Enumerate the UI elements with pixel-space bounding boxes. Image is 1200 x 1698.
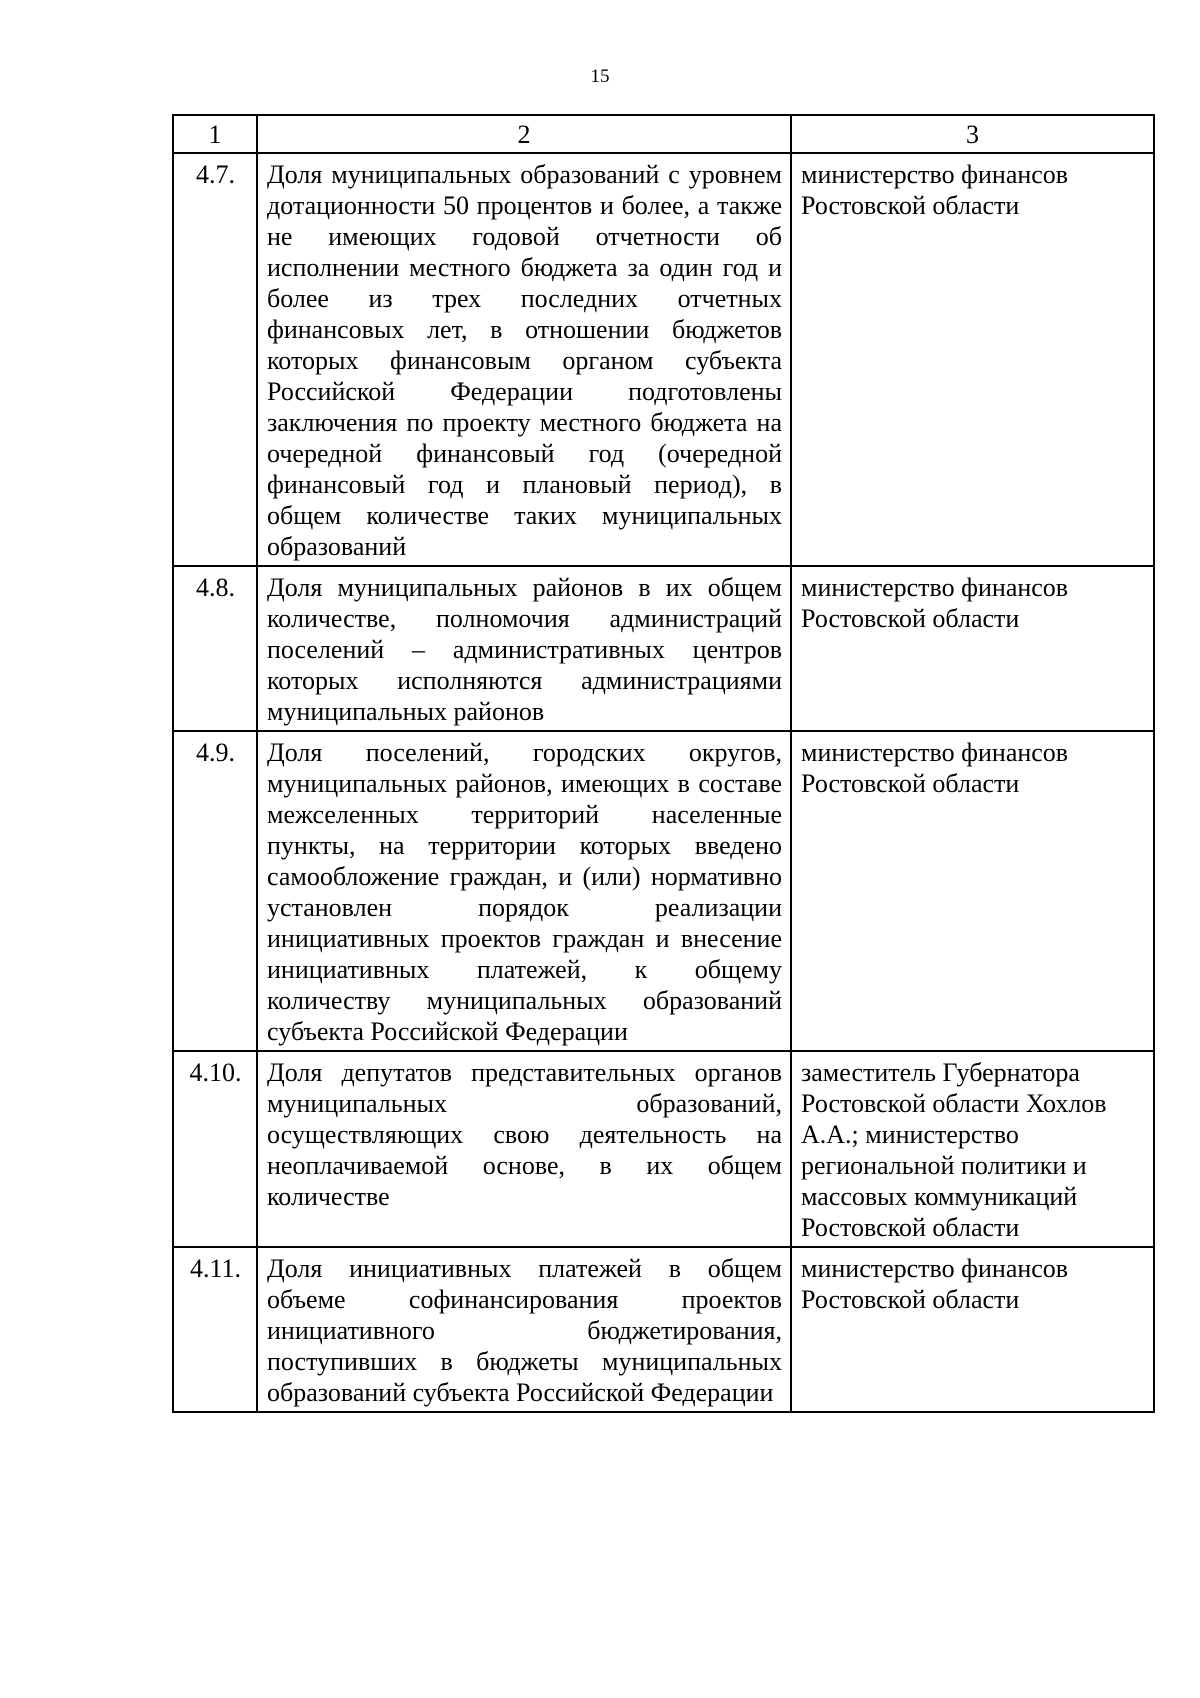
row-number: 4.9. [173, 731, 257, 1051]
page-number: 15 [590, 66, 610, 87]
row-number: 4.7. [173, 153, 257, 566]
table-row [173, 1247, 1154, 1412]
table-row [173, 731, 1154, 1051]
responsible-text: заместитель Губернатора Ростовской области Хохлов А.А.; министерство региональной политики и массовых коммуникаций Ростовской области [791, 1051, 1154, 1247]
responsible-text: министерство финансов Ростовской области [791, 153, 1154, 566]
indicators-table [172, 114, 1155, 1413]
row-number: 4.10. [173, 1051, 257, 1247]
column-header-1: 1 [173, 115, 257, 153]
indicator-text: Доля депутатов представительных органов муниципальных образований, осуществляющих свою деятельность на неоплачиваемой основе, в их общем количестве [257, 1051, 791, 1247]
indicator-text: Доля муниципальных районов в их общем количестве, полномочия администраций поселений – административных центров которых исполняются администрациями муниципальных районов [257, 566, 791, 731]
table-row [173, 1051, 1154, 1247]
table-row [173, 566, 1154, 731]
column-header-3: 3 [791, 115, 1154, 153]
indicator-text: Доля инициативных платежей в общем объеме софинансирования проектов инициативного бюджетирования, поступивших в бюджеты муниципальных образований субъекта Российской Федерации [257, 1247, 791, 1412]
responsible-text: министерство финансов Ростовской области [791, 566, 1154, 731]
responsible-text: министерство финансов Ростовской области [791, 1247, 1154, 1412]
row-number: 4.11. [173, 1247, 257, 1412]
row-number: 4.8. [173, 566, 257, 731]
column-header-2: 2 [257, 115, 791, 153]
indicator-text: Доля поселений, городских округов, муниципальных районов, имеющих в составе межселенных территорий населенные пункты, на территории которых введено самообложение граждан, и (или) нормативно установлен порядок реализации инициативных проектов граждан и внесение инициативных платежей, к общему количеству муниципальных образований субъекта Российской Федерации [257, 731, 791, 1051]
indicator-text: Доля муниципальных образований с уровнем дотационности 50 процентов и более, а также не имеющих годовой отчетности об исполнении местного бюджета за один год и более из трех последних отчетных финансовых лет, в отношении бюджетов которых финансовым органом субъекта Российской Федерации подготовлены заключения по проекту местного бюджета на очередной финансовый год (очередной финансовый год и плановый период), в общем количестве таких муниципальных образований [257, 153, 791, 566]
table-row [173, 153, 1154, 566]
table-header-row [173, 115, 1154, 153]
responsible-text: министерство финансов Ростовской области [791, 731, 1154, 1051]
